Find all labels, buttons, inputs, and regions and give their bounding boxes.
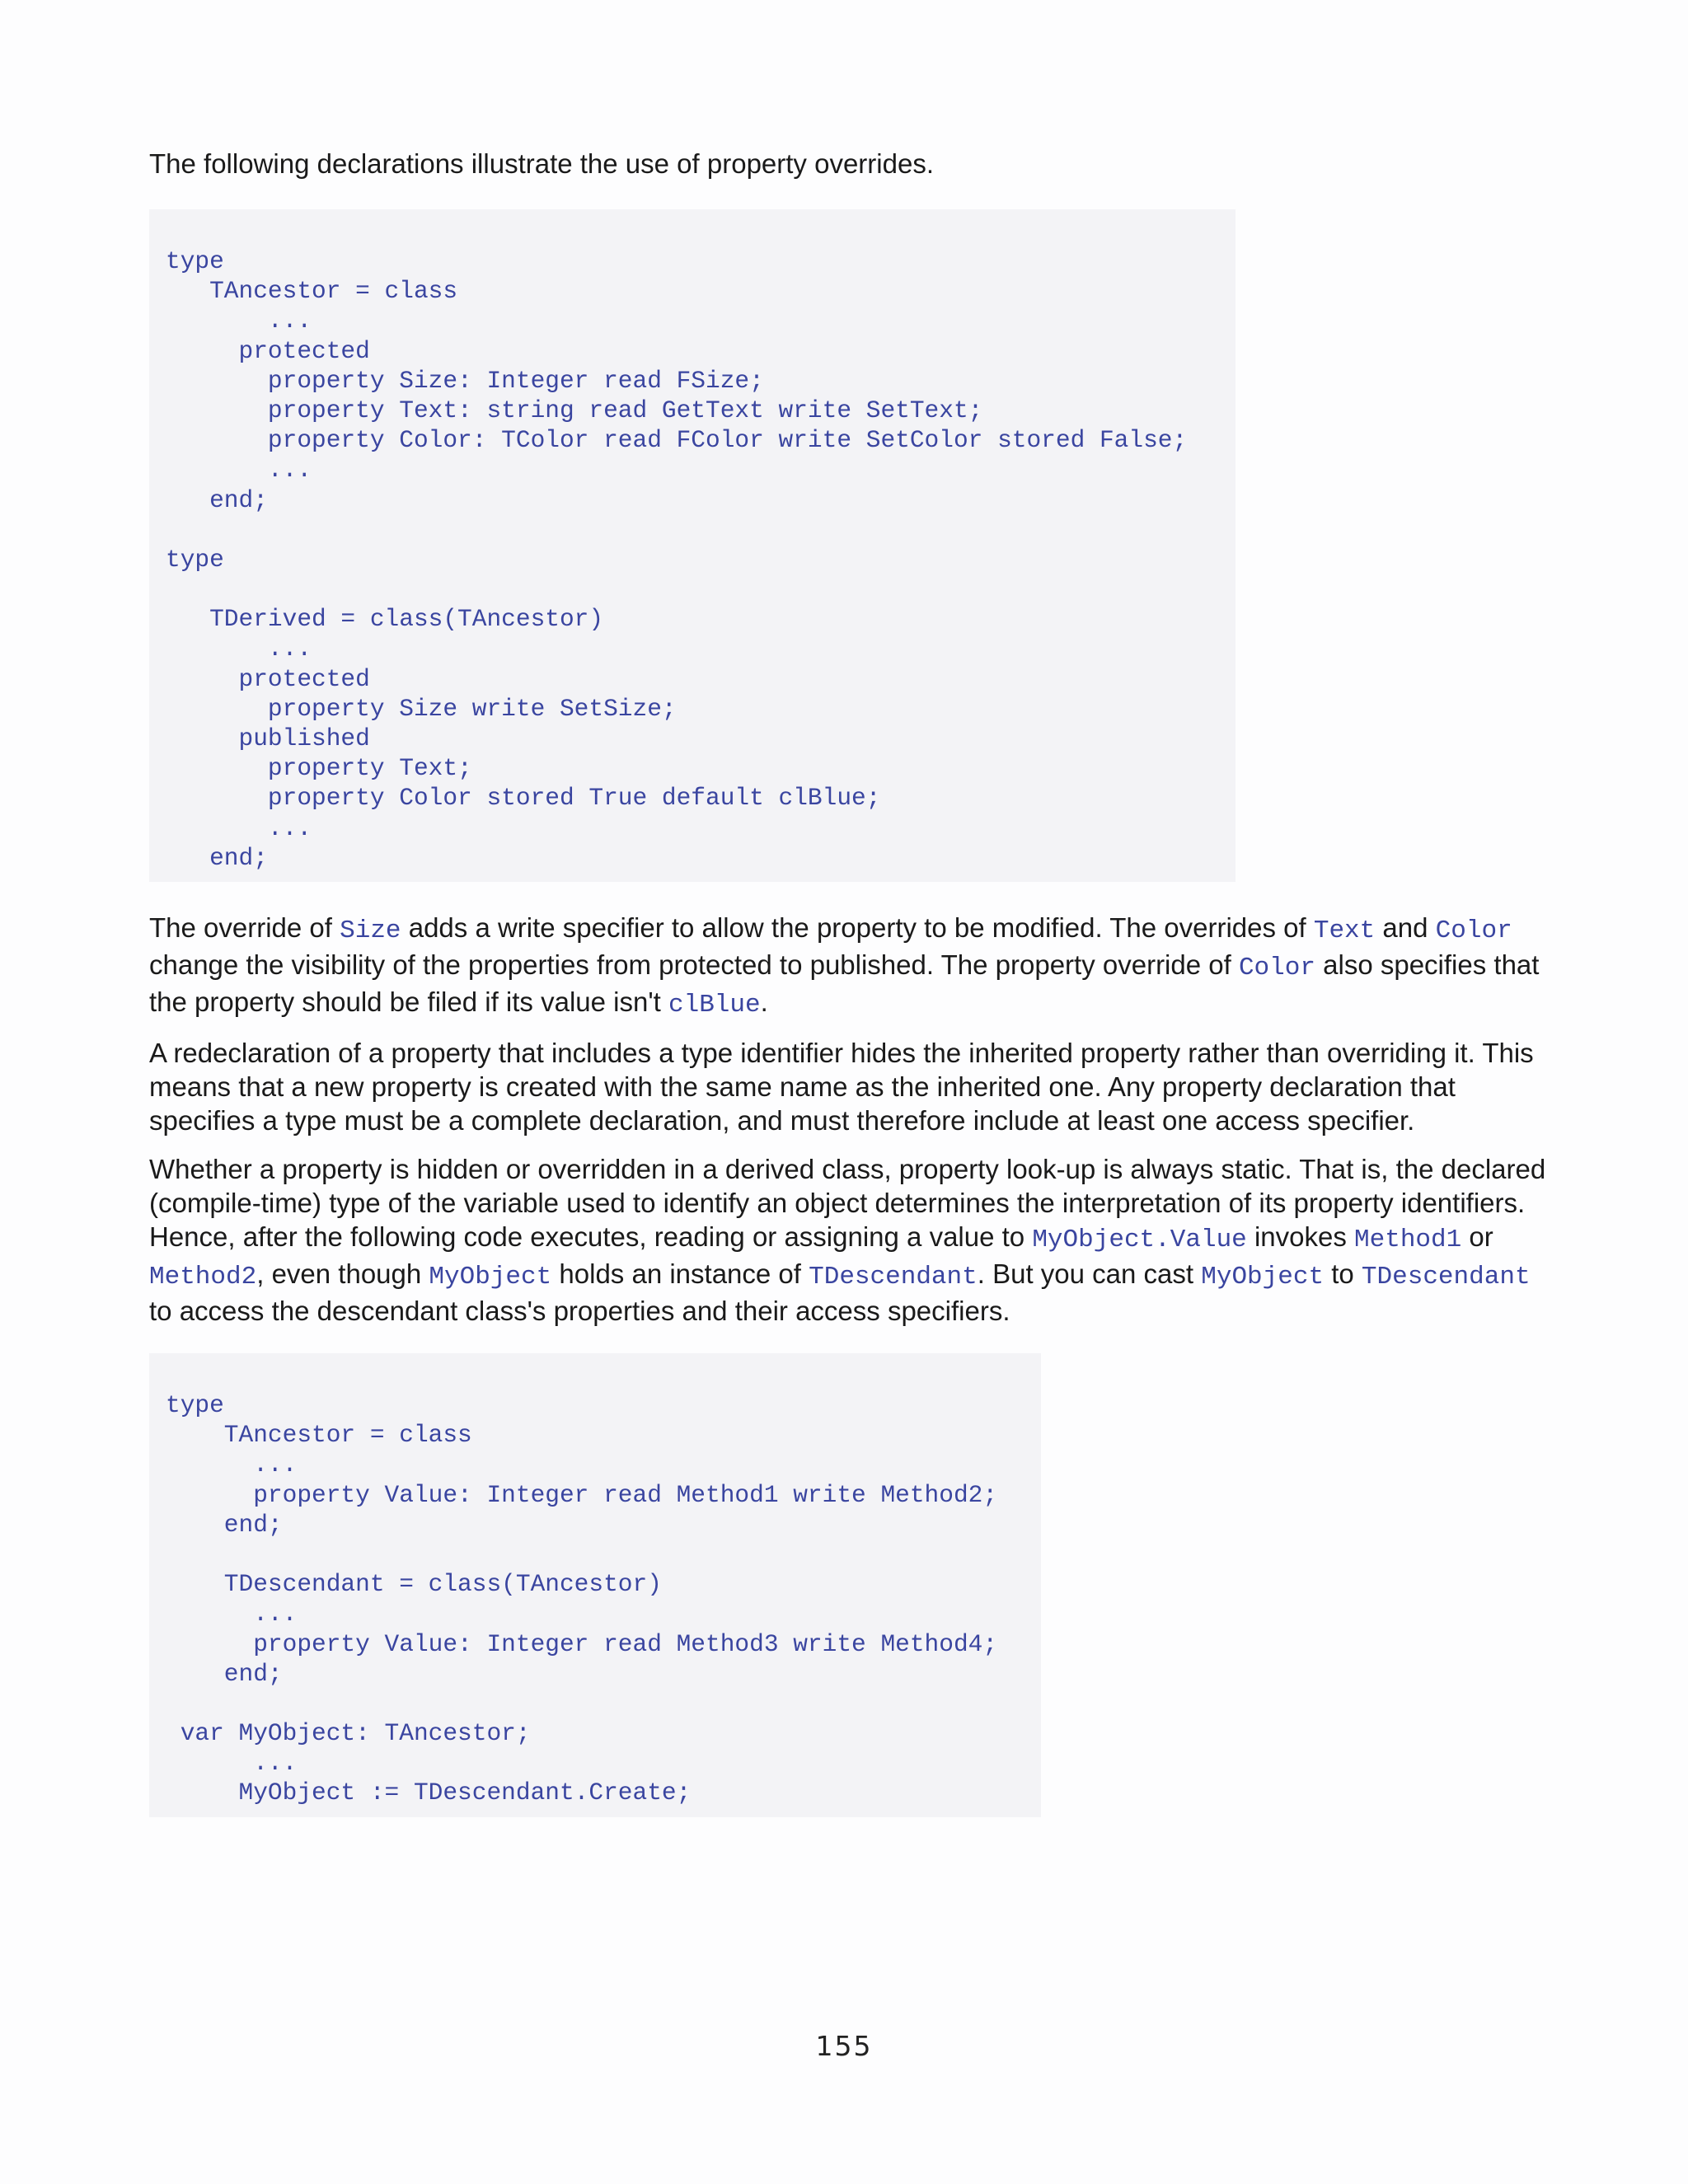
code-line: property Value: Integer read Method1 write Method2; [166, 1480, 998, 1509]
intro-text: The following declarations illustrate the use of property overrides. [149, 148, 934, 179]
code-inline-myobject: MyObject [1201, 1263, 1325, 1291]
text-run: Whether a property is hidden or overridden in a derived class, property look-up is always static. That is, the declared (compile-time) type of the variable used to identify an object determines the interpretation of its property identifiers. Hence, after the following code executes, reading or assigning a value to [149, 1154, 1546, 1252]
text-run: . But you can cast [977, 1258, 1202, 1289]
code-inline-clblue: clBlue [668, 991, 761, 1019]
code-inline-myobject-value: MyObject.Value [1032, 1226, 1247, 1254]
page-number: 155 [815, 2030, 873, 2062]
text-run: also specifies that the property should be filed if its value isn't [149, 949, 1540, 1017]
code-inline-method1: Method1 [1354, 1226, 1462, 1254]
text-run: and [1375, 912, 1436, 943]
code-line: type [166, 545, 224, 574]
code-line: protected [166, 664, 370, 693]
code-inline-color: Color [1435, 916, 1512, 945]
code-line [166, 1540, 1025, 1569]
code-inline-text: Text [1313, 916, 1376, 945]
paragraph-static-lookup [149, 1152, 1550, 1328]
code-line: type [166, 1391, 224, 1419]
code-line: property Size write SetSize; [166, 694, 677, 723]
code-line: var MyObject: TAncestor; [166, 1719, 531, 1748]
code-line: end; [166, 843, 268, 872]
code-line: end; [166, 1659, 283, 1688]
text-run: adds a write specifier to allow the property to be modified. The overrides of [401, 912, 1314, 943]
code-line: property Text: string read GetText write SetText; [166, 396, 983, 424]
code-line: published [166, 724, 370, 752]
code-line: protected [166, 336, 370, 365]
code-line: property Text; [166, 754, 472, 783]
code-line: type [166, 247, 224, 275]
code-line: TAncestor = class [166, 277, 458, 306]
code-block-property-overrides [149, 209, 1236, 882]
code-line: ... [166, 307, 312, 335]
text-run: , even though [256, 1258, 429, 1289]
code-line: ... [166, 813, 312, 842]
code-line: property Color: TColor read FColor write SetColor stored False; [166, 426, 1188, 455]
code-line: ... [166, 1600, 298, 1629]
code-inline-color: Color [1238, 954, 1315, 982]
code-inline-size: Size [340, 916, 401, 945]
code-inline-tdescendant: TDescendant [1361, 1263, 1531, 1291]
code-line: MyObject := TDescendant.Create; [166, 1779, 692, 1807]
text-run: change the visibility of the properties from protected to published. The property override of [149, 949, 1239, 980]
paragraph-redeclaration: A redeclaration of a property that includes a type identifier hides the inherited property rather than overriding it. This means that a new property is created with the same name as the inherited one. Any property declaration that specifies a type must be a complete declaration, and must therefore include at least one access specifier. [149, 1038, 1534, 1136]
code-line [166, 1689, 1025, 1718]
text-run: holds an instance of [551, 1258, 809, 1289]
code-line: TAncestor = class [166, 1421, 472, 1450]
code-line: TDerived = class(TAncestor) [166, 605, 604, 634]
text-run: to [1324, 1258, 1362, 1289]
text-run: to access the descendant class's properties and their access specifiers. [149, 1296, 1010, 1326]
code-line [166, 515, 1219, 545]
code-line: end; [166, 1510, 283, 1539]
code-inline-tdescendant: TDescendant [809, 1263, 978, 1291]
code-line: ... [166, 635, 312, 663]
text-run: invokes [1246, 1221, 1355, 1252]
code-inline-method2: Method2 [149, 1263, 257, 1291]
code-line: ... [166, 1451, 298, 1479]
code-line: property Size: Integer read FSize; [166, 366, 764, 395]
code-line: TDescendant = class(TAncestor) [166, 1570, 662, 1599]
code-line [166, 574, 1219, 604]
code-line: end; [166, 485, 268, 514]
code-block-static-lookup [149, 1353, 1041, 1817]
code-line: ... [166, 1749, 298, 1778]
code-line: property Color stored True default clBlue; [166, 784, 881, 813]
text-run: or [1461, 1221, 1493, 1252]
text-run: The override of [149, 912, 340, 943]
code-line: property Value: Integer read Method3 write Method4; [166, 1629, 998, 1658]
paragraph-override-explanation [149, 911, 1550, 1022]
text-run: . [760, 987, 768, 1017]
code-inline-myobject: MyObject [429, 1263, 552, 1291]
code-line: ... [166, 456, 312, 485]
